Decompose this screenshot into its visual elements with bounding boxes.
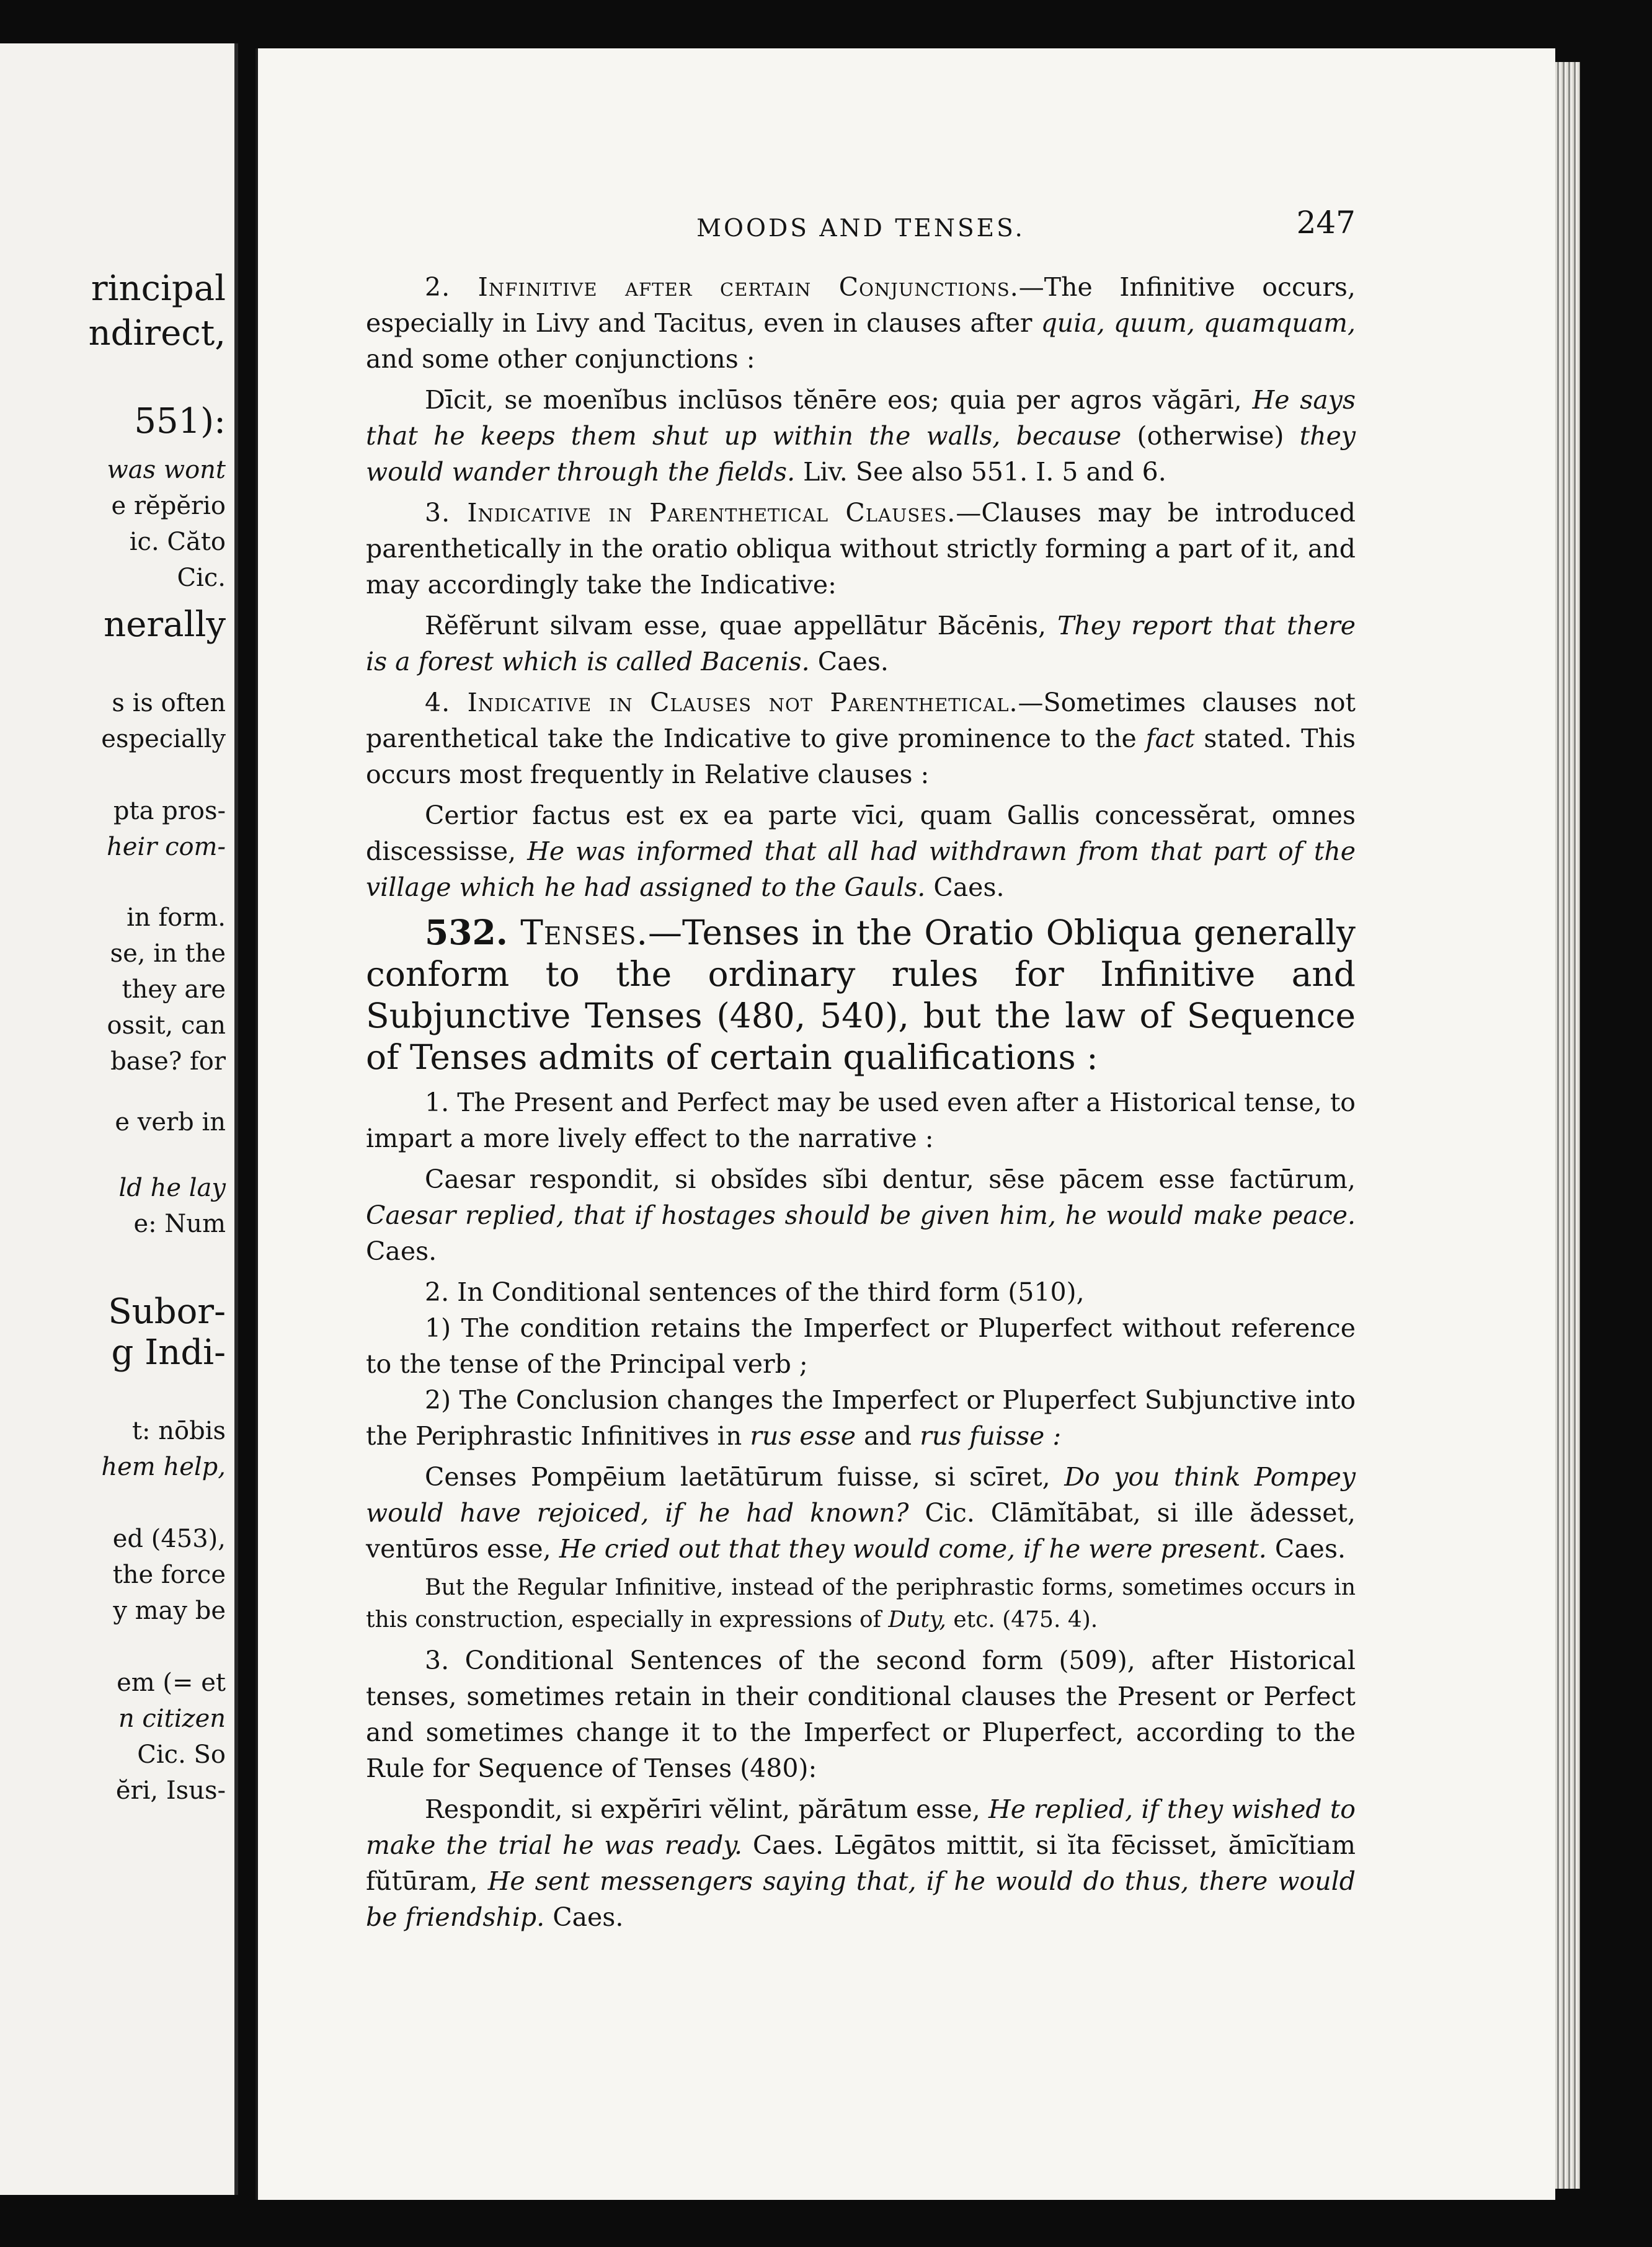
rule-text: —The Infinitive occurs, especially in Livy and Tacitus, even in clauses after [366,272,1356,338]
rule-label: 2. Infinitive after certain Conjunctions. [425,272,1019,302]
latin-example: Censes Pompēium laetātūrum fuisse, si scīret, [425,1462,1065,1492]
small-print-note [366,1572,1356,1636]
rule-label: 3. Indicative in Parenthetical Clauses. [425,498,956,528]
source-reference: Liv. See also 551. I. 5 and 6. [795,457,1166,487]
emphasis: Duty, [888,1607,946,1633]
example-text: (otherwise) [1121,421,1300,451]
left-line: g Indi- [111,1332,226,1373]
example-1 [366,382,1356,490]
example-6 [366,1791,1356,1935]
latin-example: Caesar respondit, si obsĭdes sĭbi dentur, sēse pācem esse factūrum, [425,1164,1356,1194]
example-4 [366,1161,1356,1269]
section-title: Tenses. [507,913,648,952]
example-3 [366,797,1356,905]
left-line: em (= et [117,1669,226,1697]
section-text: —Tenses in the Oratio Obliqua generally conform to the ordinary rules for Infinitive and Subjunctive Tenses (480, 540), but the law of Sequence of Tenses admits of certain qualifications : [366,913,1356,1077]
left-line: Subor- [108,1292,226,1332]
left-line: n citizen [118,1704,226,1733]
left-line: they are [122,975,226,1004]
latin-example: Dīcit, se moenĭbus inclūsos tĕnēre eos; quia per agros văgāri, [425,385,1253,415]
rule-2: 2. In Conditional sentences of the third form (510), [425,1277,1085,1307]
left-line: especially [101,725,226,753]
left-line: nerally [104,605,226,645]
source-reference: Caes. [1266,1534,1346,1564]
left-line: ic. Căto [129,528,226,556]
english-translation: they would wander through the fields. [366,421,1356,487]
rule-text: and [856,1421,920,1451]
note-text: etc. (475. 4). [946,1607,1098,1633]
left-line: t: nōbis [131,1417,226,1445]
left-line: ed (453), [112,1525,226,1553]
left-line: e: Num [133,1210,226,1238]
english-translation: He was informed that all had withdrawn from that part of the village which he had assigned to the Gauls. [366,836,1356,902]
emphasis: fact [1145,724,1195,753]
english-translation: Do you think Pompey would have rejoiced, if he had known? [366,1462,1356,1528]
left-line: 551): [134,401,226,441]
english-translation: They report that there is a forest which is called Bacenis. [366,611,1356,676]
left-line: rincipal [91,268,226,309]
previous-page-fragment [0,43,238,2195]
latin-words: quia, quum, quamquam, [1041,308,1356,338]
latin-example: Certior factus est ex ea parte vīci, quam Gallis concessĕrat, omnes discessisse, [366,800,1356,866]
left-line: pta pros- [113,797,226,825]
left-line: ossit, can [107,1011,226,1040]
latin-example: Rĕfĕrunt silvam esse, quae appellātur Băcēnis, [425,611,1058,640]
section-number: 532. [425,912,508,952]
left-line: the force [112,1561,226,1589]
left-line: ndirect, [88,313,226,353]
english-translation: He says that he keeps them shut up within the walls, because [366,385,1356,451]
section-532 [366,911,1356,1078]
left-line: in form. [127,903,226,932]
left-line: ld he lay [118,1174,226,1202]
page-stack-edge [1555,62,1580,2189]
left-line: base? for [110,1047,226,1076]
left-line: Cic. So [137,1740,226,1769]
page-content [366,205,1356,1940]
left-line: s is often [112,689,226,717]
rule-label: 4. Indicative in Clauses not Parenthetical. [425,688,1018,717]
english-translation: Caesar replied, that if hostages should be given him, he would make peace. [366,1200,1356,1230]
latin-example: Respondit, si expĕrīri vĕlint, părātum esse, [425,1794,988,1824]
rule-text: stated. This occurs most frequently in Relative clauses : [366,724,1356,789]
latin-words: rus esse [750,1421,856,1451]
running-title: MOODS AND TENSES. [696,215,1025,242]
latin-example: Cic. Clāmĭtābat, si ille ădesset, ventūros esse, [366,1498,1356,1564]
source-reference: Caes. [925,872,1005,902]
left-line: ĕri, Isus- [115,1776,226,1805]
note-text: But the Regular Infinitive, instead of the periphrastic forms, sometimes occurs in this construction, especially in expressions of [366,1575,1356,1633]
example-2 [366,608,1356,680]
english-translation: He cried out that they would come, if he were present. [559,1534,1267,1564]
page-number: 247 [1296,205,1356,241]
source-reference: Caes. [809,647,889,676]
english-translation: He replied, if they wished to make the trial he was ready. [366,1794,1356,1860]
rule-2-1: 1) The condition retains the Imperfect or Pluperfect without reference to the tense of the Principal verb ; [366,1313,1356,1379]
example-5 [366,1459,1356,1567]
running-head [366,205,1356,260]
rule-text: —Sometimes clauses not parenthetical take the Indicative to give prominence to the [366,688,1356,753]
left-line: y may be [113,1597,226,1625]
left-line: Cic. [177,564,226,592]
left-line: was wont [107,456,226,484]
left-line: hem help, [101,1453,226,1481]
left-line: heir com- [107,833,226,861]
rule-3: 3. Conditional Sentences of the second form (509), after Historical tenses, sometimes retain in their conditional clauses the Present or Perfect and sometimes change it to the Imperfect or Pluperfect, according to the Rule for Sequence of Tenses (480): [366,1646,1356,1783]
source-reference: Caes. [366,1236,437,1266]
left-line: se, in the [110,939,226,968]
paragraph-indicative-not-parenthetical [366,685,1356,792]
left-line: e verb in [115,1108,226,1137]
rule-text: and some other conjunctions : [366,344,755,374]
paragraph-indicative-parenthetical [366,495,1356,603]
rule-text: —Clauses may be introduced parenthetically in the oratio obliqua without strictly forming a part of it, and may accordingly take the Indicative: [366,498,1356,600]
rule-text: 2) The Conclusion changes the Imperfect or Pluperfect Subjunctive into the Periphrastic Infinitives in [366,1385,1356,1451]
rule-2-2 [366,1382,1356,1454]
latin-words: rus fuisse : [920,1421,1062,1451]
latin-example: Caes. Lēgātos mittit, si ĭta fēcisset, ămīcĭtiam fŭtūram, [366,1830,1356,1896]
paragraph-infinitive-after-conjunctions [366,269,1356,377]
source-reference: Caes. [544,1902,624,1932]
rule-1: 1. The Present and Perfect may be used even after a Historical tense, to impart a more lively effect to the narrative : [366,1088,1356,1153]
english-translation: He sent messengers saying that, if he would do thus, there would be friendship. [366,1866,1356,1932]
left-line: e rĕpĕrio [111,492,226,520]
